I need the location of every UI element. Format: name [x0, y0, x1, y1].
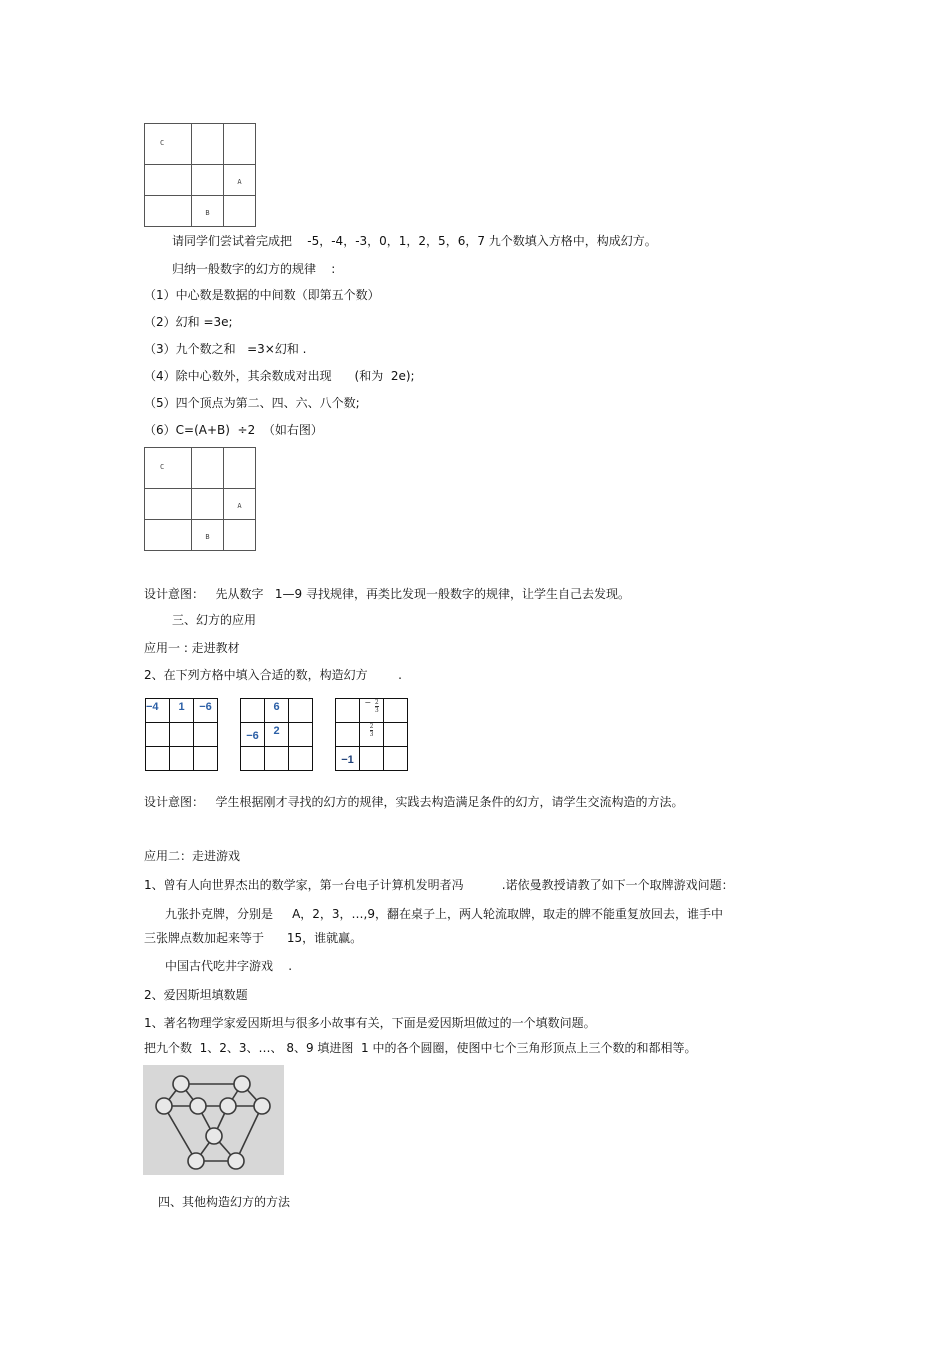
text-line: 请同学们尝试着完成把 -5，-4，-3，0，1，2，5，6，7 九个数填入方格中，构成幻方。 — [172, 234, 657, 248]
text-line: 三张牌点数加起来等于 15，谁就赢。 — [144, 931, 363, 945]
grid-cell — [384, 699, 408, 723]
subheading: 2、爱因斯坦填数题 — [144, 988, 248, 1002]
subheading: 应用二：走进游戏 — [144, 849, 241, 863]
grid-cell — [192, 520, 224, 551]
grid-cell — [145, 165, 192, 196]
circle-node — [188, 1153, 204, 1169]
grid-cell — [145, 520, 192, 551]
label-b: B — [205, 533, 210, 541]
fraction-numerator: 2 — [369, 723, 374, 730]
label-a: A — [237, 502, 242, 510]
grid-cell — [145, 489, 192, 520]
grid-cell — [145, 124, 192, 165]
rule-item: （6）C=(A+B) ÷2 （如右图） — [144, 423, 323, 437]
circle-node — [220, 1098, 236, 1114]
grid-cell — [241, 723, 265, 747]
puzzle-grid-1 — [145, 698, 218, 771]
grid-abc-mid — [144, 447, 256, 551]
fraction — [375, 699, 379, 714]
grid-cell — [360, 723, 384, 747]
grid-cell — [170, 747, 194, 771]
grid-cell — [194, 699, 218, 723]
grid-cell — [192, 196, 224, 227]
grid-cell — [265, 723, 289, 747]
grid-cell — [192, 124, 224, 165]
circle-node — [234, 1076, 250, 1092]
circle-node — [190, 1098, 206, 1114]
label-a: A — [237, 178, 242, 186]
grid-cell — [224, 520, 256, 551]
design-intent: 设计意图： 学生根据刚才寻找的幻方的规律，实践去构造满足条件的幻方，请学生交流构造的方法。 — [144, 795, 684, 809]
rule-item: （3）九个数之和 =3×幻和 . — [144, 342, 307, 356]
text-line: 中国古代吃井字游戏 . — [165, 959, 293, 973]
grid-cell — [336, 699, 360, 723]
text-line: 1、曾有人向世界杰出的数学家，第一台电子计算机发明者冯 .诺依曼教授请教了如下一个取牌游戏问题： — [144, 878, 734, 892]
circle-node — [228, 1153, 244, 1169]
question: 2、在下列方格中填入合适的数，构造幻方 . — [144, 668, 402, 682]
grid-cell — [224, 124, 256, 165]
text-line: 九张扑克牌，分别是 A，2，3，…,9，翻在桌子上，两人轮流取牌，取走的牌不能重复放回去，谁手中 — [165, 907, 724, 921]
grid-cell — [289, 723, 313, 747]
grid-cell — [224, 489, 256, 520]
cell-value: 6 — [273, 701, 280, 713]
rule-item: （4）除中心数外，其余数成对出现 (和为 2e); — [144, 369, 415, 383]
cell-value: −6 — [246, 729, 259, 742]
cell-value: −1 — [341, 753, 354, 766]
grid-cell — [146, 699, 170, 723]
grid-cell — [289, 699, 313, 723]
text-line: 把九个数 1、2、3、…、 8、9 填进图 1 中的各个圆圈，使图中七个三角形顶点上三个数的和都相等。 — [144, 1041, 697, 1055]
fraction-denominator: 3 — [374, 707, 379, 714]
grid-cell — [336, 747, 360, 771]
cell-value: −6 — [199, 701, 212, 713]
grid-cell — [145, 196, 192, 227]
label-b: B — [205, 209, 210, 217]
grid-cell — [224, 448, 256, 489]
label-c: C — [160, 139, 165, 147]
grid-cell — [224, 196, 256, 227]
grid-abc-top — [144, 123, 256, 227]
grid-cell — [192, 489, 224, 520]
circle-node — [206, 1128, 222, 1144]
circle-node — [156, 1098, 172, 1114]
section-heading: 三、幻方的应用 — [172, 613, 257, 627]
cell-value: −4 — [146, 701, 159, 713]
rule-item: （5）四个顶点为第二、四、六、八个数; — [144, 396, 360, 410]
diagram-background — [143, 1065, 284, 1175]
grid-cell — [224, 165, 256, 196]
grid-cell — [241, 699, 265, 723]
fraction — [370, 723, 374, 738]
rule-item: （2）幻和 =3e; — [144, 315, 233, 329]
grid-cell — [170, 723, 194, 747]
circle-node — [173, 1076, 189, 1092]
cell-value: 1 — [178, 701, 185, 713]
grid-cell — [360, 699, 384, 723]
cell-value: 2 — [273, 725, 280, 737]
grid-cell — [265, 699, 289, 723]
grid-cell — [384, 747, 408, 771]
text-line: 归纳一般数字的幻方的规律 : — [172, 262, 336, 276]
subheading: 应用一 : 走进教材 — [144, 641, 240, 655]
grid-cell — [146, 723, 170, 747]
grid-cell — [146, 747, 170, 771]
design-intent: 设计意图： 先从数字 1—9 寻找规律，再类比发现一般数字的规律，让学生自己去发现。 — [144, 587, 630, 601]
text-line: 1、著名物理学家爱因斯坦与很多小故事有关，下面是爱因斯坦做过的一个填数问题。 — [144, 1016, 596, 1030]
section-heading: 四、其他构造幻方的方法 — [158, 1195, 291, 1209]
grid-cell — [194, 723, 218, 747]
grid-cell — [170, 699, 194, 723]
fraction: − — [364, 698, 372, 707]
grid-cell — [265, 747, 289, 771]
rule-item: （1）中心数是数据的中间数（即第五个数） — [144, 288, 380, 302]
fraction-denominator: 3 — [369, 731, 374, 738]
grid-cell — [336, 723, 360, 747]
circle-diagram-svg — [143, 1065, 284, 1175]
puzzle-grid-2 — [240, 698, 313, 771]
fraction-numerator: 2 — [374, 699, 379, 706]
label-c: C — [160, 463, 165, 471]
grid-cell — [194, 747, 218, 771]
grid-cell — [145, 448, 192, 489]
grid-cell — [241, 747, 265, 771]
grid-cell — [192, 165, 224, 196]
puzzle-grid-3 — [335, 698, 408, 771]
grid-cell — [360, 747, 384, 771]
grid-cell — [289, 747, 313, 771]
grid-cell — [192, 448, 224, 489]
circle-node — [254, 1098, 270, 1114]
einstein-circle-diagram — [143, 1065, 284, 1175]
grid-cell — [384, 723, 408, 747]
